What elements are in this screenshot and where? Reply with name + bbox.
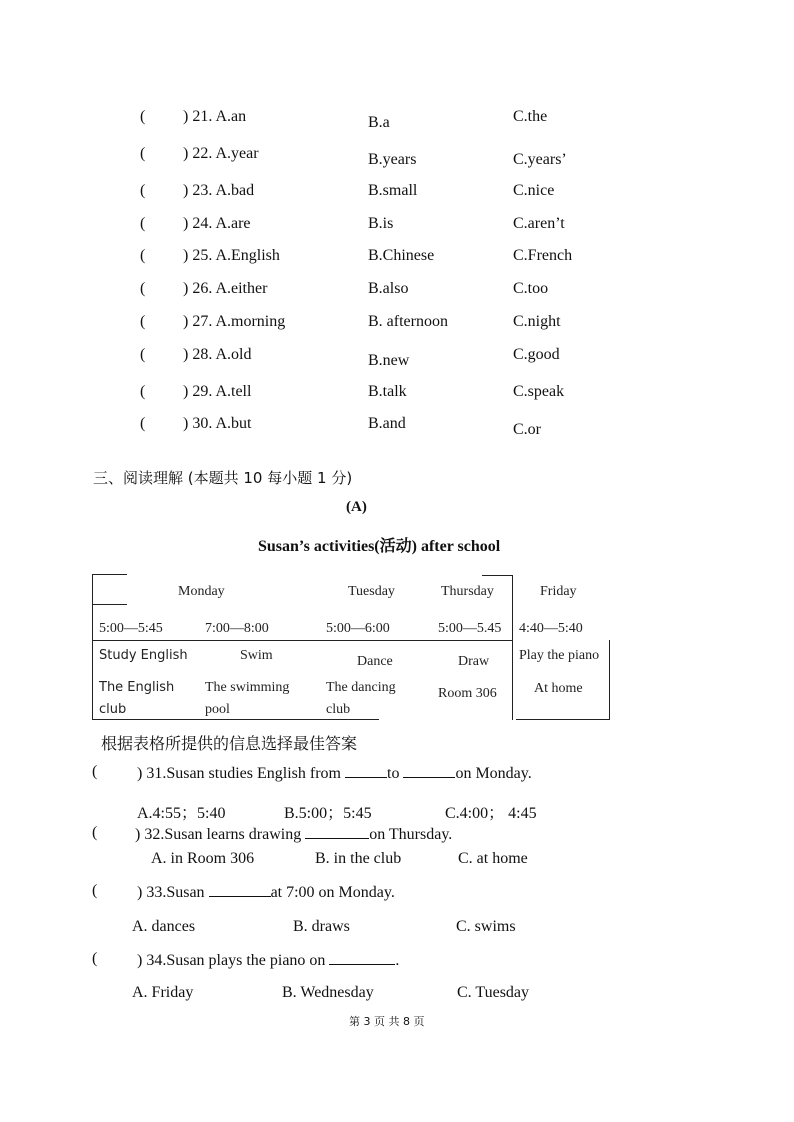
question-32: ) 32.Susan learns drawing on Thursday.	[135, 826, 453, 843]
option-b: B. Wednesday	[282, 984, 374, 1001]
option-c: C.the	[513, 108, 548, 125]
option-a: A.4:55；5:40	[137, 805, 226, 822]
option-b: B.5:00；5:45	[284, 805, 372, 822]
option-c: C.years’	[513, 151, 567, 168]
table-rule	[92, 574, 127, 575]
time-cell: 7:00—8:00	[205, 621, 269, 636]
option-a: ) 28. A.old	[183, 346, 252, 363]
option-a: ) 27. A.morning	[183, 313, 286, 330]
table-rule	[609, 640, 610, 720]
place-cell: The swimming	[205, 680, 290, 695]
activity-cell: Study English	[99, 648, 188, 663]
question-33: ) 33.Susan at 7:00 on Monday.	[137, 884, 395, 901]
passage-title: Susan’s activities(活动) after school	[258, 538, 501, 555]
answer-blank	[305, 824, 369, 839]
option-c: C.too	[513, 280, 549, 297]
table-rule	[512, 575, 513, 720]
option-b: B.Chinese	[368, 247, 435, 264]
option-c: C.speak	[513, 383, 565, 400]
place-cell: club	[99, 702, 127, 717]
place-cell: The dancing	[326, 680, 396, 695]
option-c: C.night	[513, 313, 561, 330]
part-label: (A)	[346, 499, 367, 515]
option-a: ) 26. A.either	[183, 280, 268, 297]
day-monday: Monday	[178, 584, 225, 599]
place-cell: Room 306	[438, 686, 497, 701]
option-a: ) 24. A.are	[183, 215, 251, 232]
answer-paren: (	[92, 950, 98, 967]
option-b: B.a	[368, 114, 390, 131]
option-b: B.and	[368, 415, 406, 432]
option-b: B.is	[368, 215, 394, 232]
place-cell: At home	[534, 681, 583, 696]
option-a: ) 29. A.tell	[183, 383, 252, 400]
option-c: C.4:00； 4:45	[445, 805, 537, 822]
answer-paren: (	[140, 182, 146, 199]
option-c: C. Tuesday	[457, 984, 530, 1001]
answer-paren: (	[92, 882, 98, 899]
table-rule	[92, 719, 379, 720]
place-cell: pool	[205, 702, 230, 717]
option-b: B.new	[368, 352, 410, 369]
option-a: A. dances	[132, 918, 196, 935]
day-tuesday: Tuesday	[348, 584, 395, 599]
day-thursday: Thursday	[441, 584, 494, 599]
place-cell: The English	[99, 680, 175, 695]
option-a: A. Friday	[132, 984, 194, 1001]
answer-paren: (	[140, 247, 146, 264]
option-c: C. swims	[456, 918, 516, 935]
answer-paren: (	[92, 824, 98, 841]
answer-paren: (	[140, 108, 146, 125]
option-c: C.or	[513, 421, 541, 438]
instruction-text: 根据表格所提供的信息选择最佳答案	[101, 734, 358, 753]
place-cell: club	[326, 702, 351, 717]
option-a: ) 21. A.an	[183, 108, 247, 125]
table-rule	[482, 575, 512, 576]
answer-paren: (	[140, 215, 146, 232]
table-rule	[92, 604, 127, 605]
option-a: A. in Room 306	[151, 850, 255, 867]
table-rule	[516, 719, 610, 720]
answer-paren: (	[140, 313, 146, 330]
time-cell: 5:00—5.45	[438, 621, 502, 636]
option-a: ) 22. A.year	[183, 145, 259, 162]
time-cell: 5:00—5:45	[99, 621, 163, 636]
option-b: B.talk	[368, 383, 407, 400]
answer-paren: (	[140, 145, 146, 162]
time-cell: 4:40—5:40	[519, 621, 583, 636]
answer-paren: (	[140, 415, 146, 432]
option-c: C.good	[513, 346, 560, 363]
activity-cell: Play the piano	[519, 648, 600, 663]
answer-paren: (	[140, 383, 146, 400]
answer-blank	[403, 763, 455, 778]
option-c: C.aren’t	[513, 215, 565, 232]
answer-paren: (	[140, 280, 146, 297]
day-friday: Friday	[540, 584, 577, 599]
option-a: ) 25. A.English	[183, 247, 280, 264]
activity-cell: Dance	[357, 654, 393, 669]
answer-blank	[209, 882, 271, 897]
section-title: 三、阅读理解 (本题共 10 每小题 1 分)	[93, 469, 353, 487]
table-rule	[92, 574, 93, 720]
question-31: ) 31.Susan studies English from to on Monday.	[137, 765, 532, 782]
option-b: B.years	[368, 151, 417, 168]
option-b: B.small	[368, 182, 418, 199]
answer-blank	[329, 950, 395, 965]
answer-paren: (	[92, 763, 98, 780]
answer-blank	[345, 763, 387, 778]
activity-cell: Draw	[458, 654, 490, 669]
option-c: C.French	[513, 247, 573, 264]
option-b: B. in the club	[315, 850, 402, 867]
option-a: ) 23. A.bad	[183, 182, 255, 199]
activity-cell: Swim	[240, 648, 273, 663]
option-b: B. afternoon	[368, 313, 448, 330]
table-rule	[92, 640, 512, 641]
option-c: C.nice	[513, 182, 555, 199]
option-c: C. at home	[458, 850, 528, 867]
option-b: B. draws	[293, 918, 350, 935]
question-34: ) 34.Susan plays the piano on .	[137, 952, 400, 969]
option-a: ) 30. A.but	[183, 415, 252, 432]
time-cell: 5:00—6:00	[326, 621, 390, 636]
option-b: B.also	[368, 280, 409, 297]
page-footer: 第 3 页 共 8 页	[349, 1015, 425, 1028]
answer-paren: (	[140, 346, 146, 363]
